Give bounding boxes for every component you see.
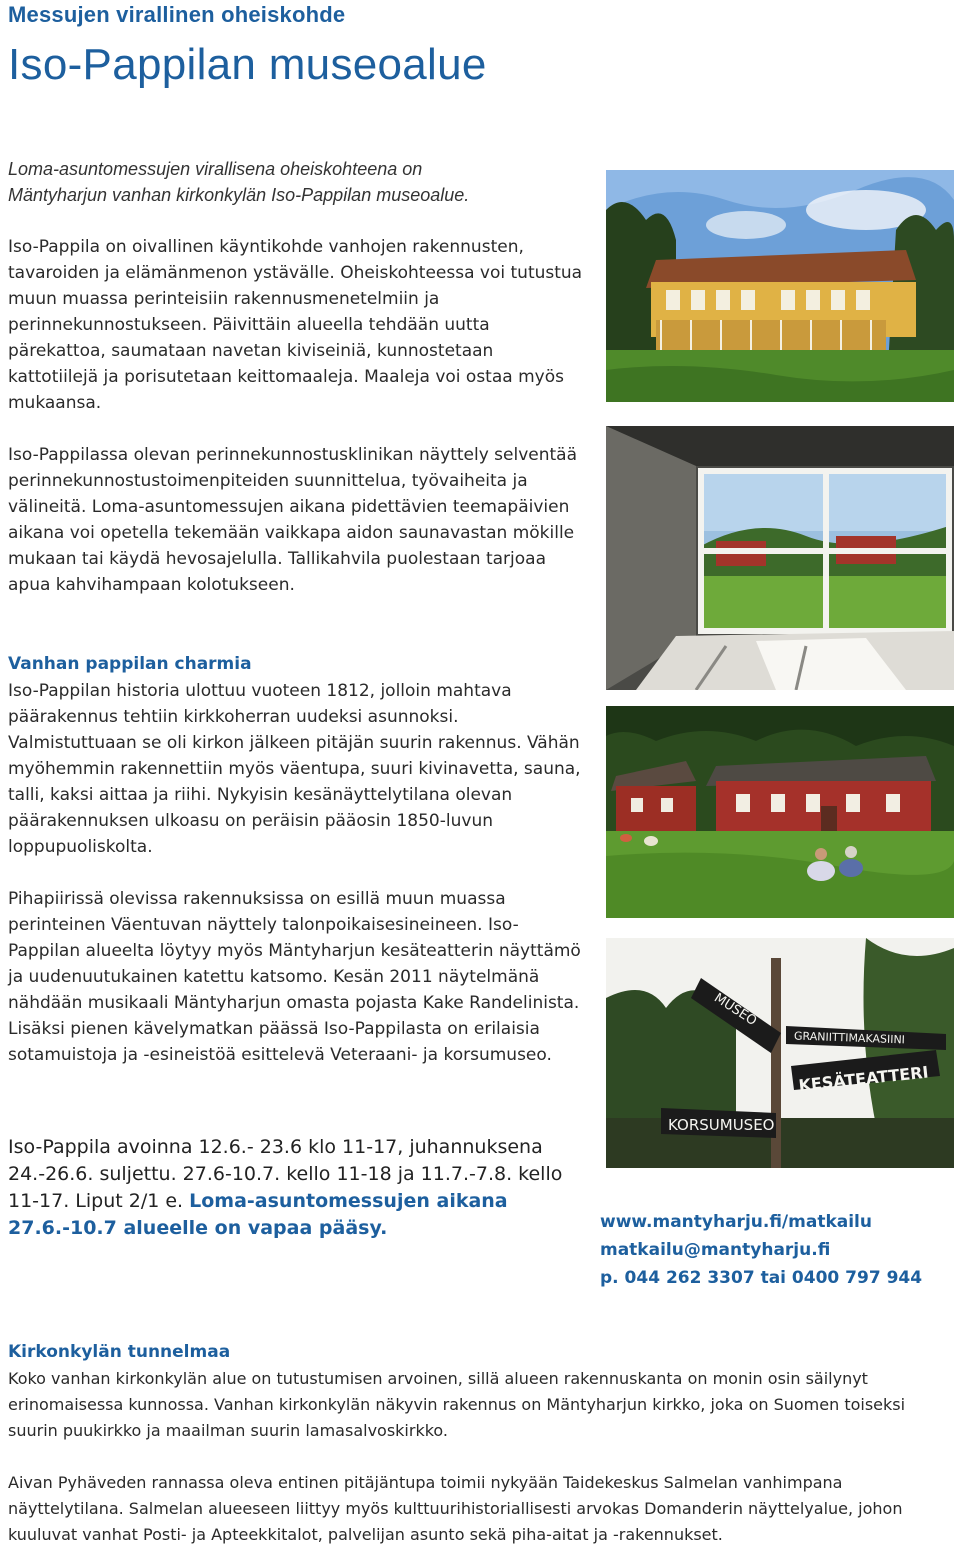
photo-signposts [606, 938, 954, 1168]
free-entry-text: Loma-asuntomessujen aikana 27.6.-10.7 alueelle on vapaa pääsy. [8, 1190, 508, 1239]
kicker: Messujen virallinen oheiskohde [8, 2, 346, 27]
sign-kesateatteri-text: KESÄTEATTERI [797, 1062, 930, 1096]
village-paragraph-2: Aivan Pyhäveden rannassa oleva entinen pitäjäntupa toimii nykyään Taidekeskus Salmelan vanhimpana näyttelytilana. Salmelan alueeseen liittyy myös kulttuurihistoriallisesti arvokas Domanderin näyttelyalue, johon kuuluvat vanhat Posti- ja Apteekkitalot, palvelijan asunto sekä piha-aitat ja -rakennukset. [8, 1473, 903, 1544]
opening-times [8, 1134, 598, 1242]
contact-phone: p. 044 262 3307 tai 0400 797 944 [600, 1268, 923, 1288]
page-title: Iso-Pappilan museoalue [8, 40, 487, 89]
sign-korsumuseo-text: KORSUMUSEO [668, 1116, 775, 1134]
intro-line-1: Loma-asuntomessujen virallisena oheiskohteena on [8, 159, 423, 179]
section-heading-charm: Vanhan pappilan charmia [8, 654, 252, 674]
sign-graniitti-text: GRANIITTIMAKASIINI [793, 1029, 906, 1047]
section-heading-village: Kirkonkylän tunnelmaa [8, 1342, 231, 1362]
contact-email-link[interactable]: matkailu@mantyharju.fi [600, 1240, 831, 1260]
sign-korsumuseo [661, 1108, 776, 1138]
paragraph-1: Iso-Pappila on oivallinen käyntikohde vanhojen rakennusten, tavaroiden ja elämänmenon ystävälle. Oheiskohteessa voi tutustua muun muassa perinteisiin rakennusmenetelmiin ja perinnekunnostukseen. Päivittäin alueella tehdään uutta pärekattoa, saumataan navetan kiviseiniä, kunnostetaan kattotiilejä ja porisutetaan keittomaaleja. Maaleja voi ostaa myös mukaansa. [8, 237, 583, 413]
opening-text: Iso-Pappila avoinna 12.6.- 23.6 klo 11-17, juhannuksena 24.-26.6. suljettu. 27.6-10.7. kello 11-18 ja 11.7.-7.8. kello 11-17. Liput 2/1 e. [8, 1136, 563, 1212]
charm-paragraph-1: Iso-Pappilan historia ulottuu vuoteen 1812, jolloin mahtava päärakennus tehtiin kirkkoherran uudeksi asunnoksi. Valmistuttuaan se oli kirkon jälkeen pitäjän suurin rakennus. Vähän myöhemmin rakennettiin myös väentupa, suuri kivinavetta, sauna, talli, kaksi aittaa ja riihi. Nykyisin kesänäyttelytilana olevan päärakennuksen ulkoasu on peräisin pääosin 1850-luvun loppupuoliskolta. [8, 681, 581, 857]
village-paragraph-1: Koko vanhan kirkonkylän alue on tutustumisen arvoinen, sillä alueen rakennuskanta on monin osin säilynyt erinomaisessa kunnossa. Vanhan kirkonkylän näkyvin rakennus on Mäntyharjun kirkko, joka on Suomen toiseksi suurin puukirkko ja maailman suurin lamasalvoskirkko. [8, 1369, 906, 1440]
photo-red-buildings [606, 706, 954, 918]
contact-info [600, 1208, 922, 1292]
photo-window-view [606, 426, 954, 690]
intro-text [8, 156, 598, 208]
intro-line-2: Mäntyharjun vanhan kirkonkylän Iso-Pappilan museoalue. [8, 185, 470, 205]
paragraph-2: Iso-Pappilassa olevan perinnekunnostusklinikan näyttely selventää perinnekunnostustoimenpiteiden suunnittelua, työvaiheita ja välineitä. Loma-asuntomessujen aikana pidettävien teemapäivien aikana voi opetella tekemään vaikkapa aidon saunavastan mökille mukaan tai käydä hevosajelulla. Tallikahvila puolestaan tarjoaa apua kahvihampaan kolotukseen. [8, 445, 578, 595]
contact-web-link[interactable]: www.mantyharju.fi/matkailu [600, 1212, 872, 1232]
photo-manor-house [606, 170, 954, 402]
sign-museo-text: MUSEO [711, 990, 760, 1030]
charm-paragraph-2: Pihapiirissä olevissa rakennuksissa on esillä muun muassa perinteinen Väentuvan näyttely talonpoikaisesineineen. Iso-Pappilan alueelta löytyy myös Mäntyharjun kesäteatterin näyttämö ja uudenuutukainen katettu katsomo. Kesän 2011 näytelmänä nähdään musikaali Mäntyharjun omasta pojasta Kake Randelinista. Lisäksi pienen kävelymatkan päässä Iso-Pappilasta on erilaisia sotamuistoja ja -esineistöä esittelevä Veteraani- ja korsumuseo. [8, 889, 581, 1065]
